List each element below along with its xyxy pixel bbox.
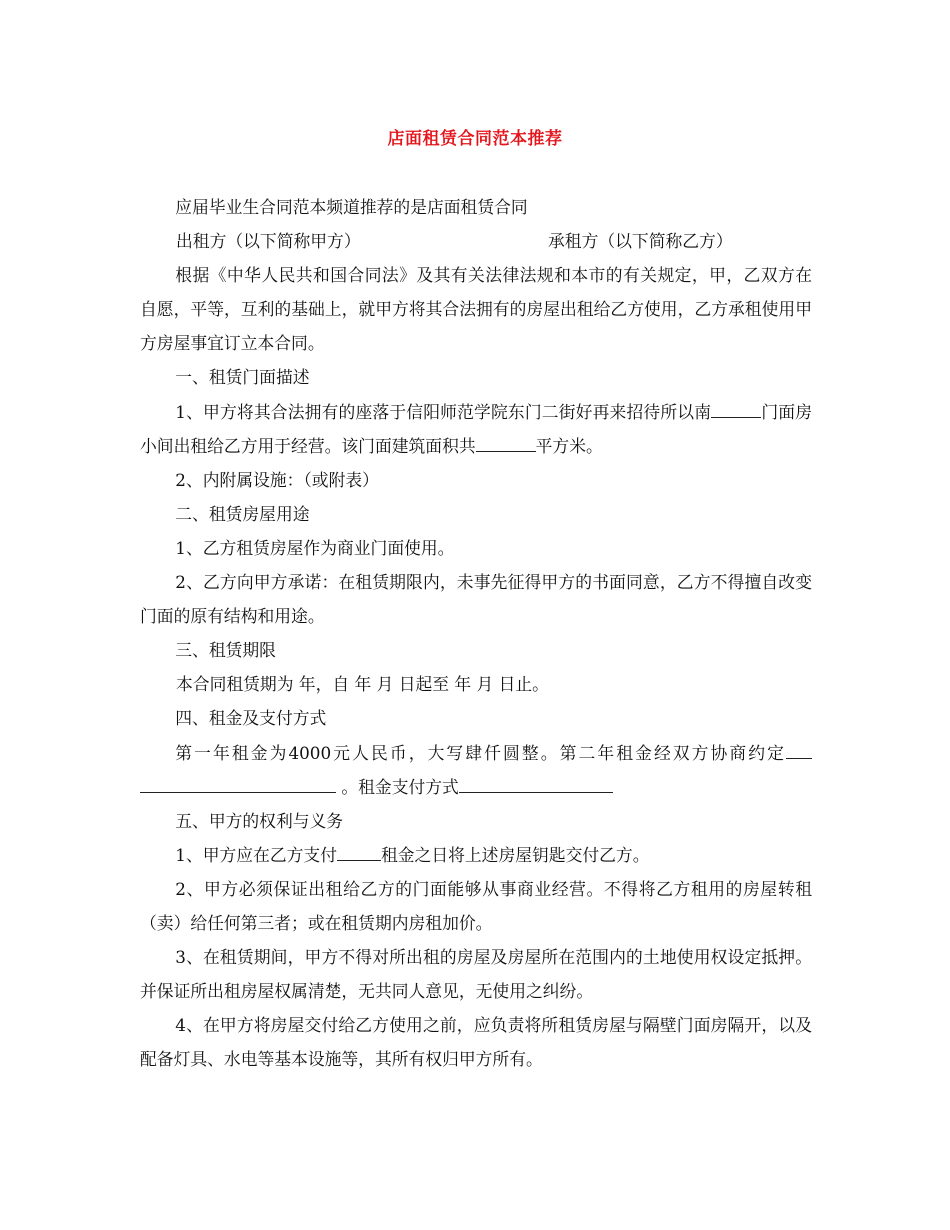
clause-text: 1、甲方将其合法拥有的座落于信阳师范学院东门二街好再来招待所以南 [175, 401, 712, 422]
clause-text: 第一年租金为4000元人民币，大写肆仟圆整。第二年租金经双方协商约定 [175, 742, 786, 763]
clause-text: 平方米。 [535, 435, 603, 456]
section-1-clause-1 [140, 395, 812, 463]
section-2-heading: 二、租赁房屋用途 [175, 503, 310, 524]
lessor-label: 出租方（以下简称甲方） [176, 231, 361, 252]
section-5-clause-4: 4、在甲方将房屋交付给乙方使用之前，应负责将所租赁房屋与隔壁门面房隔开，以及配备灯具、水电等基本设施等，其所有权归甲方所有。 [140, 1015, 812, 1070]
section-3-clause-1: 本合同租赁期为 年，自 年 月 日起至 年 月 日止。 [176, 674, 549, 695]
section-4-heading: 四、租金及支付方式 [175, 708, 327, 729]
blank-line [337, 846, 381, 861]
section-5-heading: 五、甲方的权利与义务 [175, 810, 344, 831]
section-1-clause-2: 2、内附属设施：（或附表） [175, 469, 379, 490]
section-1-heading: 一、租赁门面描述 [175, 367, 310, 388]
document-body [140, 190, 812, 1076]
section-2-clause-2: 2、乙方向甲方承诺：在租赁期限内，未事先征得甲方的书面同意，乙方不得擅自改变门面的原有结构和用途。 [140, 572, 812, 627]
clause-text: 1、甲方应在乙方支付 [175, 844, 337, 865]
blank-line [786, 744, 812, 759]
section-5-clause-2: 2、甲方必须保证出租给乙方的门面能够从事商业经营。不得将乙方租用的房屋转租（卖）给任何第三者；或在租赁期内房租加价。 [140, 878, 812, 933]
blank-line [747, 403, 761, 418]
section-4-clause-1 [140, 736, 812, 804]
clause-text: 。租金支付方式 [341, 776, 459, 797]
section-2-clause-1: 1、乙方租赁房屋作为商业门面使用。 [175, 537, 455, 558]
lessee-label: 承租方（以下简称乙方） [548, 231, 733, 252]
section-3-heading: 三、租赁期限 [175, 640, 276, 661]
section-5-clause-3: 3、在租赁期间，甲方不得对所出租的房屋及房屋所在范围内的土地使用权设定抵押。并保证所出租房屋权属清楚，无共同人意见，无使用之纠纷。 [140, 947, 812, 1002]
blank-line [711, 403, 747, 418]
blank-line [459, 778, 613, 793]
document-title: 店面租赁合同范本推荐 [387, 129, 563, 149]
intro-paragraph: 应届毕业生合同范本频道推荐的是店面租赁合同 [175, 197, 528, 217]
blank-line [140, 778, 336, 793]
clause-text: 租金之日将上述房屋钥匙交付乙方。 [380, 844, 650, 865]
section-5-clause-1 [140, 838, 812, 872]
clause-text: 门面房小间出租给乙方用于经营。该门面建筑面积共 [140, 401, 812, 456]
preamble-paragraph: 根据《中华人民共和国合同法》及其有关法律法规和本市的有关规定，甲，乙双方在自愿，平等，互利的基础上，就甲方将其合法拥有的房屋出租给乙方使用，乙方承租使用甲方房屋事宜订立本合同。 [140, 265, 812, 354]
blank-line [476, 437, 536, 452]
parties-line [140, 224, 812, 258]
